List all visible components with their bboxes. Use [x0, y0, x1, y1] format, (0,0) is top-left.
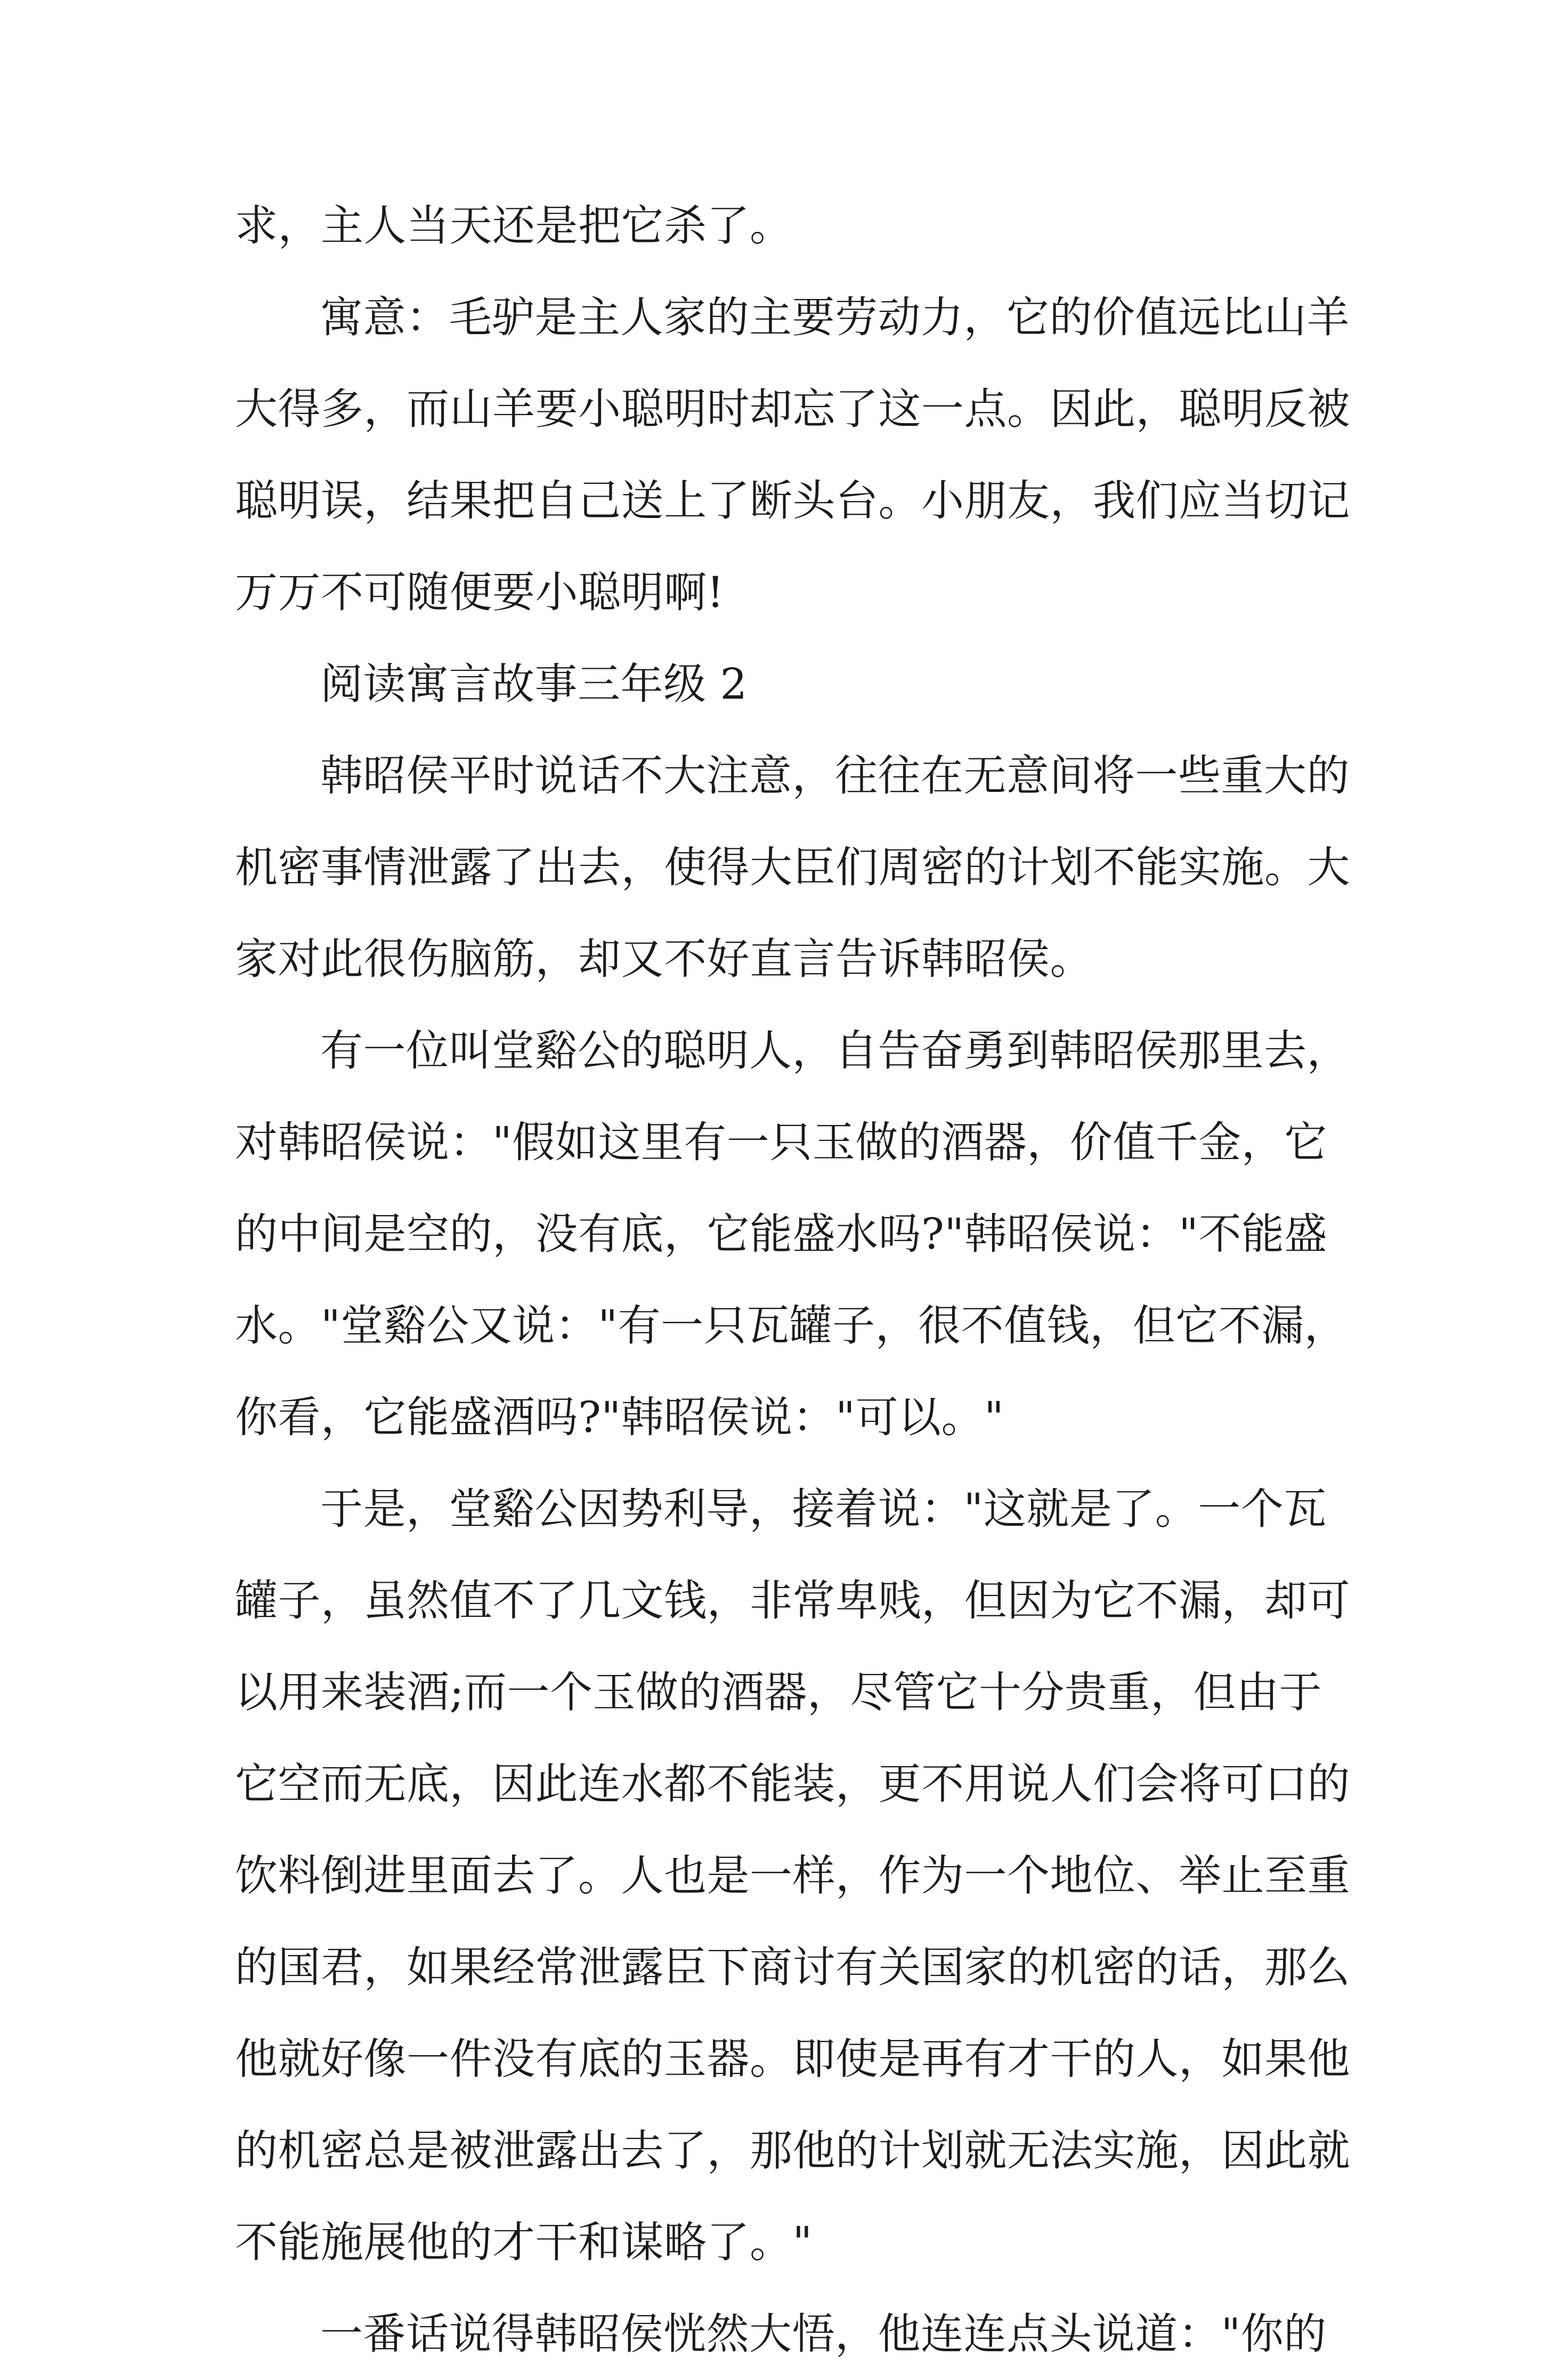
- section-heading: 阅读寓言故事三年级 2: [320, 659, 748, 709]
- text-line: 一番话说得韩昭侯恍然大悟，他连连点头说道："你的: [320, 2309, 1327, 2359]
- text-line: 它空而无底，因此连水都不能装，更不用说人们会将可口的: [235, 1759, 1350, 1809]
- text-line: 罐子，虽然值不了几文钱，非常卑贱，但因为它不漏，却可: [235, 1576, 1350, 1625]
- text-line: 万万不可随便要小聪明啊!: [235, 568, 725, 617]
- text-line: 于是，堂谿公因势利导，接着说："这就是了。一个瓦: [320, 1484, 1327, 1534]
- text-line: 对韩昭侯说："假如这里有一只玉做的酒器，价值千金，它: [235, 1118, 1327, 1167]
- text-line: 饮料倒进里面去了。人也是一样，作为一个地位、举止至重: [235, 1851, 1350, 1900]
- text-line: 家对此很伤脑筋，却又不好直言告诉韩昭侯。: [235, 934, 1093, 984]
- text-line: 他就好像一件没有底的玉器。即使是再有才干的人，如果他: [235, 2034, 1350, 2084]
- text-line: 求，主人当天还是把它杀了。: [235, 201, 793, 250]
- text-line: 大得多，而山羊要小聪明时却忘了这一点。因此，聪明反被: [235, 384, 1350, 434]
- text-line: 以用来装酒;而一个玉做的酒器，尽管它十分贵重，但由于: [235, 1667, 1322, 1717]
- text-line: 不能施展他的才干和谋略了。": [235, 2217, 813, 2267]
- text-line: 韩昭侯平时说话不大注意，往往在无意间将一些重大的: [320, 751, 1350, 800]
- text-line: 的中间是空的，没有底，它能盛水吗?"韩昭侯说："不能盛: [235, 1209, 1327, 1259]
- text-line: 你看，它能盛酒吗?"韩昭侯说："可以。": [235, 1393, 1004, 1442]
- text-line: 机密事情泄露了出去，使得大臣们周密的计划不能实施。大: [235, 843, 1350, 892]
- text-line: 聪明误，结果把自己送上了断头台。小朋友，我们应当切记: [235, 476, 1350, 525]
- text-line: 的国君，如果经常泄露臣下商讨有关国家的机密的话，那么: [235, 1942, 1350, 1992]
- text-line: 水。"堂谿公又说："有一只瓦罐子，很不值钱，但它不漏，: [235, 1301, 1348, 1350]
- text-line: 寓意：毛驴是主人家的主要劳动力，它的价值远比山羊: [320, 293, 1350, 342]
- body-text: [235, 180, 1350, 2380]
- text-line: 有一位叫堂谿公的聪明人，自告奋勇到韩昭侯那里去，: [320, 1026, 1350, 1075]
- text-line: 的机密总是被泄露出去了，那他的计划就无法实施，因此就: [235, 2126, 1350, 2175]
